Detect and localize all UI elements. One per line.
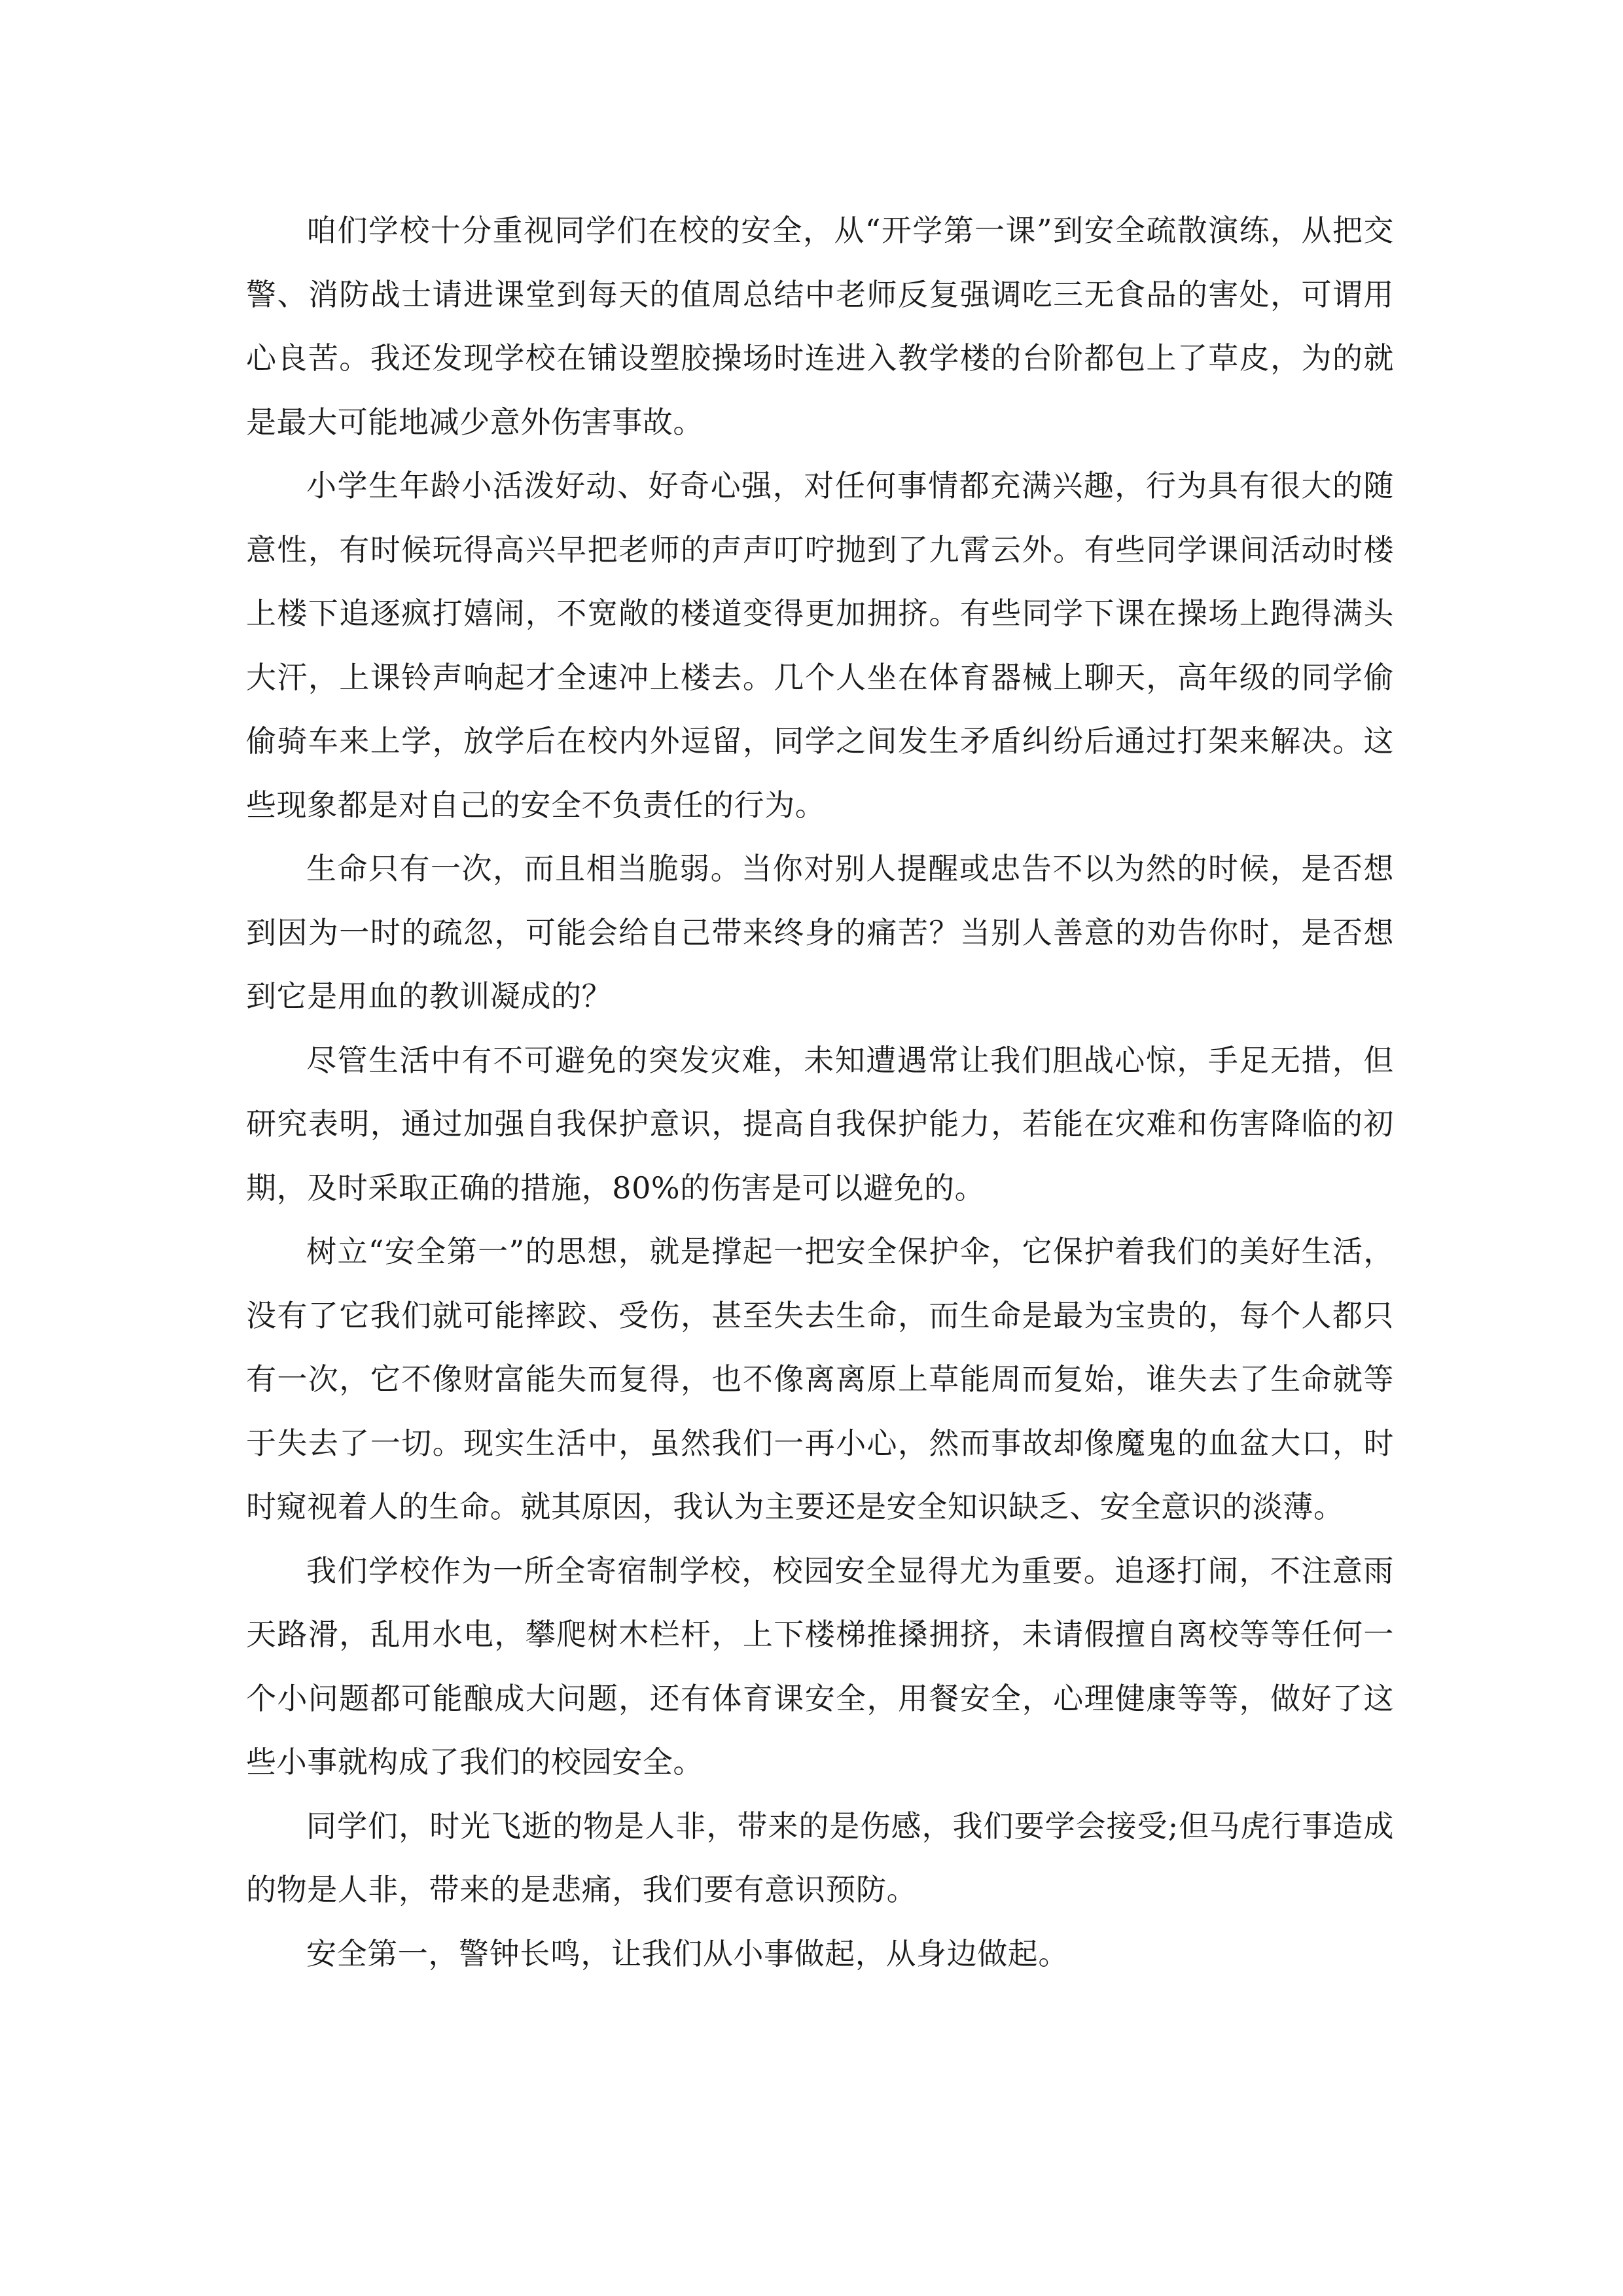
paragraph-4: 尽管生活中有不可避免的突发灾难，未知遭遇常让我们胆战心惊，手足无措，但研究表明，通过加强自我保护意识，提高自我保护能力，若能在灾难和伤害降临的初期，及时采取正确的措施，80%的伤害是可以避免的。 [246, 1042, 1394, 1206]
paragraph-1: 咱们学校十分重视同学们在校的安全，从“开学第一课”到安全疏散演练，从把交警、消防战士请进课堂到每天的值周总结中老师反复强调吃三无食品的害处，可谓用心良苦。我还发现学校在铺设塑胶操场时连进入教学楼的台阶都包上了草皮，为的就是最大可能地减少意外伤害事故。 [246, 213, 1394, 440]
paragraph-5: 树立“安全第一”的思想，就是撑起一把安全保护伞，它保护着我们的美好生活，没有了它我们就可能摔跤、受伤，甚至失去生命，而生命是最为宝贵的，每个人都只有一次，它不像财富能失而复得，也不像离离原上草能周而复始，谁失去了生命就等于失去了一切。现实生活中，虽然我们一再小心，然而事故却像魔鬼的血盆大口，时时窥视着人的生命。就其原因，我认为主要还是安全知识缺乏、安全意识的淡薄。 [246, 1234, 1394, 1524]
paragraph-6: 我们学校作为一所全寄宿制学校，校园安全显得尤为重要。追逐打闹，不注意雨天路滑，乱用水电，攀爬树木栏杆，上下楼梯推搡拥挤，未请假擅自离校等等任何一个小问题都可能酿成大问题，还有体育课安全，用餐安全，心理健康等等，做好了这些小事就构成了我们的校园安全。 [246, 1552, 1394, 1780]
paragraph-8: 安全第一，警钟长鸣，让我们从小事做起，从身边做起。 [306, 1935, 1069, 1971]
paragraph-3: 生命只有一次，而且相当脆弱。当你对别人提醒或忠告不以为然的时候，是否想到因为一时的疏忽，可能会给自己带来终身的痛苦？当别人善意的劝告你时，是否想到它是用血的教训凝成的？ [246, 851, 1394, 1014]
paragraph-7: 同学们，时光飞逝的物是人非，带来的是伤感，我们要学会接受;但马虎行事造成的物是人非，带来的是悲痛，我们要有意识预防。 [246, 1808, 1394, 1907]
paragraph-2: 小学生年龄小活泼好动、好奇心强，对任何事情都充满兴趣，行为具有很大的随意性，有时候玩得高兴早把老师的声声叮咛抛到了九霄云外。有些同学课间活动时楼上楼下追逐疯打嬉闹，不宽敞的楼道变得更加拥挤。有些同学下课在操场上跑得满头大汗，上课铃声响起才全速冲上楼去。几个人坐在体育器械上聊天，高年级的同学偷偷骑车来上学，放学后在校内外逗留，同学之间发生矛盾纠纷后通过打架来解决。这些现象都是对自己的安全不负责任的行为。 [246, 468, 1394, 823]
document-body [246, 199, 1394, 1986]
